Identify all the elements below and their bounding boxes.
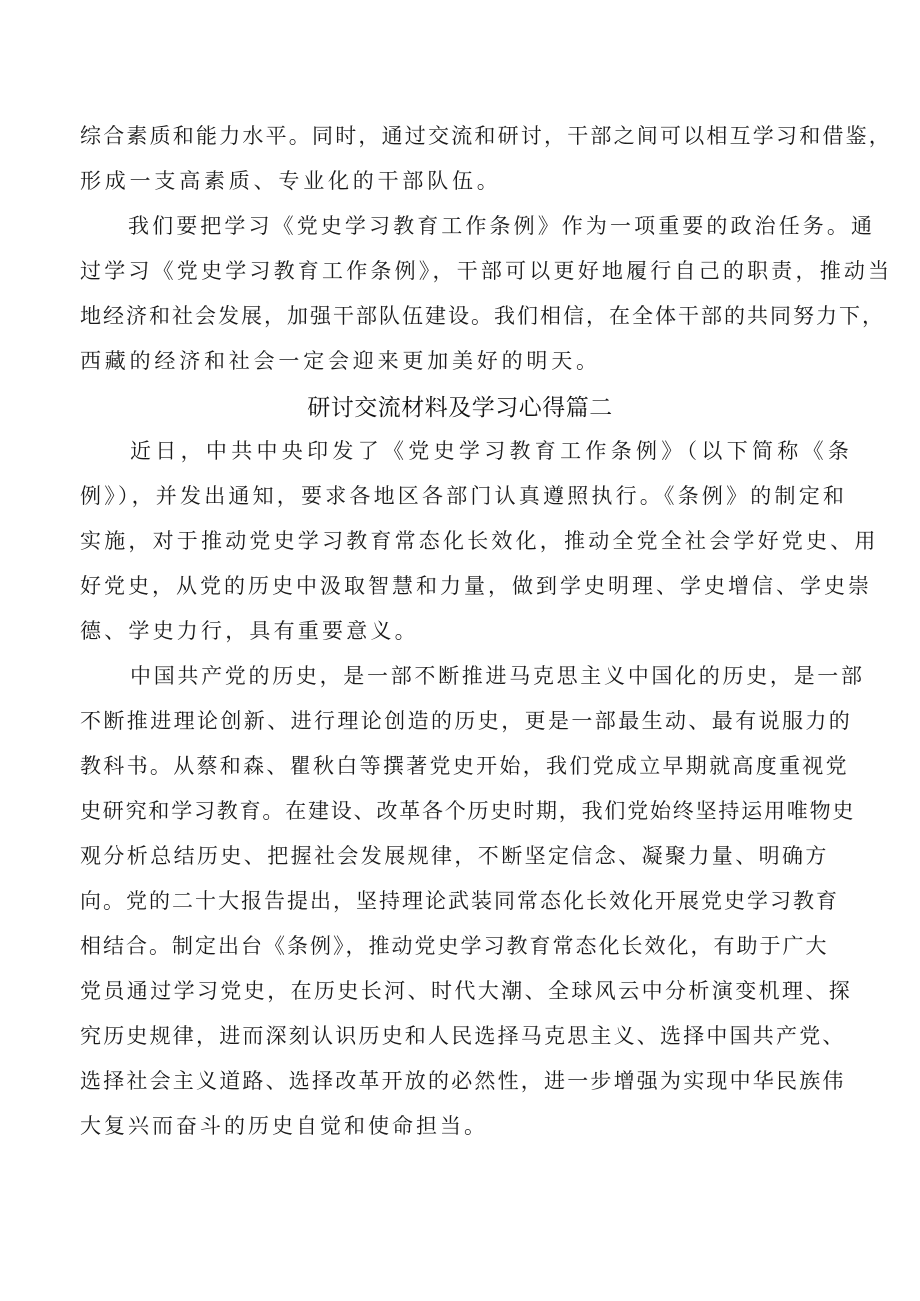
paragraph-line: 实施，对于推动党史学习教育常态化长效化，推动全党全社会学好党史、用: [80, 529, 879, 553]
paragraph-line: 形成一支高素质、专业化的干部队伍。: [80, 169, 502, 193]
paragraph-line: 相结合。制定出台《条例》，推动党史学习教育常态化长效化，有助于广大: [80, 934, 829, 958]
paragraph-line: 不断推进理论创新、进行理论创造的历史，更是一部最生动、最有说服力的: [80, 709, 853, 733]
paragraph-line: 过学习《党史学习教育工作条例》，干部可以更好地履行自己的职责，推动当: [80, 259, 893, 283]
paragraph-line: 党员通过学习党史，在历史长河、时代大潮、全球风云中分析演变机理、探: [80, 979, 853, 1003]
paragraph-line: 教科书。从蔡和森、瞿秋白等撰著党史开始，我们党成立早期就高度重视党: [80, 754, 849, 778]
paragraph-line: 综合素质和能力水平。同时，通过交流和研讨，干部之间可以相互学习和借鉴，: [80, 124, 892, 148]
paragraph-line: 观分析总结历史、把握社会发展规律，不断坚定信念、凝聚力量、明确方: [80, 844, 829, 868]
section-heading: 研讨交流材料及学习心得篇二: [307, 395, 613, 421]
paragraph-line: 近日，中共中央印发了《党史学习教育工作条例》（以下简称《条: [130, 439, 854, 463]
paragraph-line: 地经济和社会发展，加强干部队伍建设。我们相信，在全体干部的共同努力下，: [80, 304, 885, 328]
paragraph-line: 好党史，从党的历史中汲取智慧和力量，做到学史明理、学史增信、学史崇: [80, 574, 872, 598]
paragraph-line: 究历史规律，进而深刻认识历史和人民选择马克思主义、选择中国共产党、: [80, 1024, 846, 1048]
paragraph-line: 史研究和学习教育。在建设、改革各个历史时期，我们党始终坚持运用唯物史: [80, 799, 856, 823]
paragraph-line: 大复兴而奋斗的历史自觉和使命担当。: [80, 1114, 488, 1138]
paragraph-line: 例》），并发出通知，要求各地区各部门认真遵照执行。《条例》的制定和: [80, 484, 848, 508]
paragraph-line: 向。党的二十大报告提出，坚持理论武装同常态化长效化开展党史学习教育: [80, 889, 839, 913]
paragraph-line: 中国共产党的历史，是一部不断推进马克思主义中国化的历史，是一部: [130, 664, 865, 688]
paragraph-line: 德、学史力行，具有重要意义。: [80, 619, 419, 643]
paragraph-line: 选择社会主义道路、选择改革开放的必然性，进一步增强为实现中华民族伟: [80, 1069, 846, 1093]
paragraph-line: 西藏的经济和社会一定会迎来更加美好的明天。: [80, 349, 601, 373]
paragraph-line: 我们要把学习《党史学习教育工作条例》作为一项重要的政治任务。通: [128, 214, 876, 238]
